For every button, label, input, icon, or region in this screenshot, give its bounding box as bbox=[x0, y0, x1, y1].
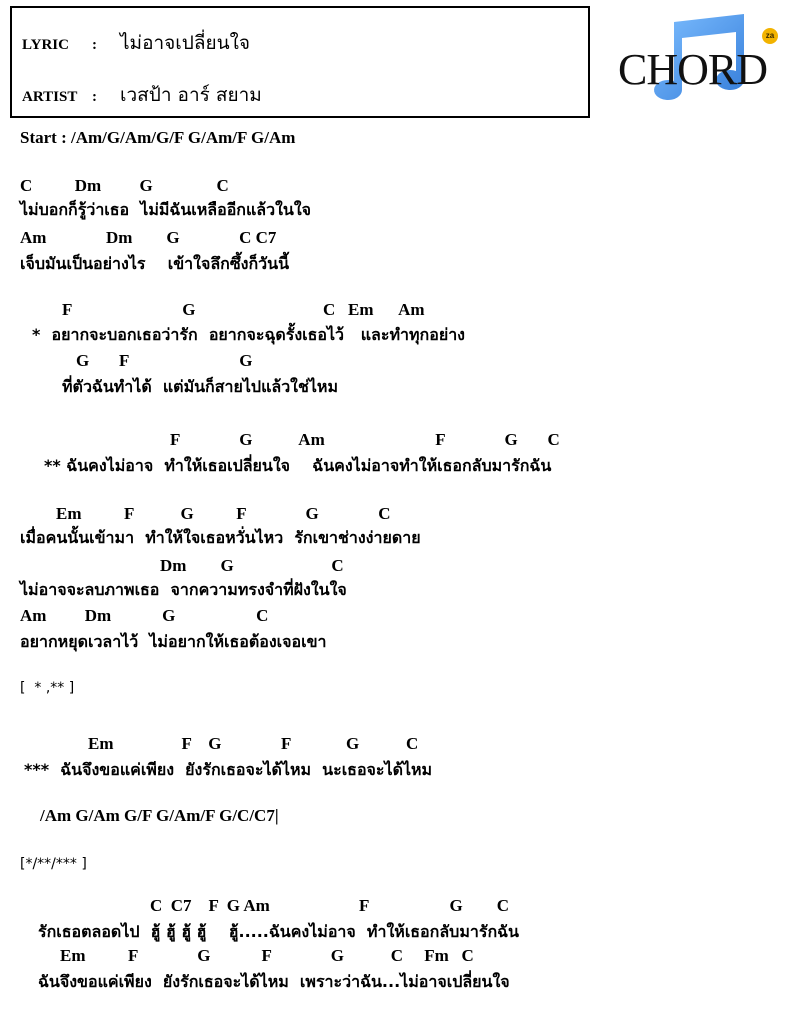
chordza-logo bbox=[612, 14, 782, 114]
lyric-line: * อยากจะบอกเธอว่ารัก อยากจะฉุดรั้งเธอไว้ และทำทุกอย่าง bbox=[32, 325, 465, 344]
lyric-label: LYRIC bbox=[22, 37, 69, 53]
lyric-colon: : bbox=[92, 37, 97, 53]
song-title: ไม่อาจเปลี่ยนใจ bbox=[120, 32, 251, 54]
lyric-line: ฉันจึงขอแค่เพียง ยังรักเธอจะได้ไหม เพราะว่าฉัน...ไม่อาจเปลี่ยนใจ bbox=[38, 972, 510, 991]
start-line: Start : /Am/G/Am/G/F G/Am/F G/Am bbox=[20, 128, 296, 147]
artist-name: เวสป้า อาร์ สยาม bbox=[120, 84, 262, 106]
logo-badge: za bbox=[762, 28, 778, 44]
chord-line: C C7 F G Am F G C bbox=[150, 896, 510, 915]
lyric-line: ไม่อาจจะลบภาพเธอ จากความทรงจำที่ฝังในใจ bbox=[20, 580, 347, 599]
interlude-line: /Am G/Am G/F G/Am/F G/C/C7| bbox=[40, 806, 279, 825]
lyric-line: เจ็บมันเป็นอย่างไร เข้าใจลึกซึ้งก็วันนี้ bbox=[20, 254, 290, 273]
chord-line: Em F G F G C bbox=[88, 734, 419, 753]
lyric-line: ไม่บอกก็รู้ว่าเธอ ไม่มีฉันเหลืออีกแล้วในใจ bbox=[20, 200, 312, 219]
artist-label: ARTIST bbox=[22, 89, 78, 105]
lyric-line: ที่ตัวฉันทำได้ แต่มันก็สายไปแล้วใช่ไหม bbox=[62, 377, 338, 396]
chord-line: F G C Em Am bbox=[62, 300, 425, 319]
chord-line: Dm G C bbox=[160, 556, 344, 575]
chord-line: Am Dm G C bbox=[20, 606, 269, 625]
lyric-row bbox=[22, 28, 250, 58]
song-info-box bbox=[10, 6, 590, 118]
chord-line: Em F G F G C Fm C bbox=[60, 946, 474, 965]
chord-line: Em F G F G C bbox=[56, 504, 391, 523]
chord-line: C Dm G C bbox=[20, 176, 229, 195]
chord-line: Am Dm G C C7 bbox=[20, 228, 277, 247]
artist-row bbox=[22, 80, 262, 110]
lyric-line: *** ฉันจึงขอแค่เพียง ยังรักเธอจะได้ไหม นะเธอจะได้ไหม bbox=[24, 760, 433, 779]
lyric-line: อยากหยุดเวลาไว้ ไม่อยากให้เธอต้องเจอเขา bbox=[20, 632, 327, 651]
artist-colon: : bbox=[92, 89, 97, 105]
repeat-marker: [*/**/*** ] bbox=[20, 856, 87, 872]
chord-line: F G Am F G C bbox=[170, 430, 560, 449]
logo-text: CHORD bbox=[618, 45, 768, 94]
lyric-line: เมื่อคนนั้นเข้ามา ทำให้ใจเธอหวั่นไหว รักเขาช่างง่ายดาย bbox=[20, 528, 421, 547]
chord-line: G F G bbox=[76, 351, 253, 370]
repeat-marker: [ * ,** ] bbox=[20, 680, 75, 696]
lyric-line: รักเธอตลอดไป ฮู้ ฮู้ ฮู้ ฮู้ ฮู้.....ฉันคงไม่อาจ ทำให้เธอกลับมารักฉัน bbox=[38, 922, 519, 941]
lyric-line: ** ฉันคงไม่อาจ ทำให้เธอเปลี่ยนใจ ฉันคงไม่อาจทำให้เธอกลับมารักฉัน bbox=[44, 456, 552, 475]
